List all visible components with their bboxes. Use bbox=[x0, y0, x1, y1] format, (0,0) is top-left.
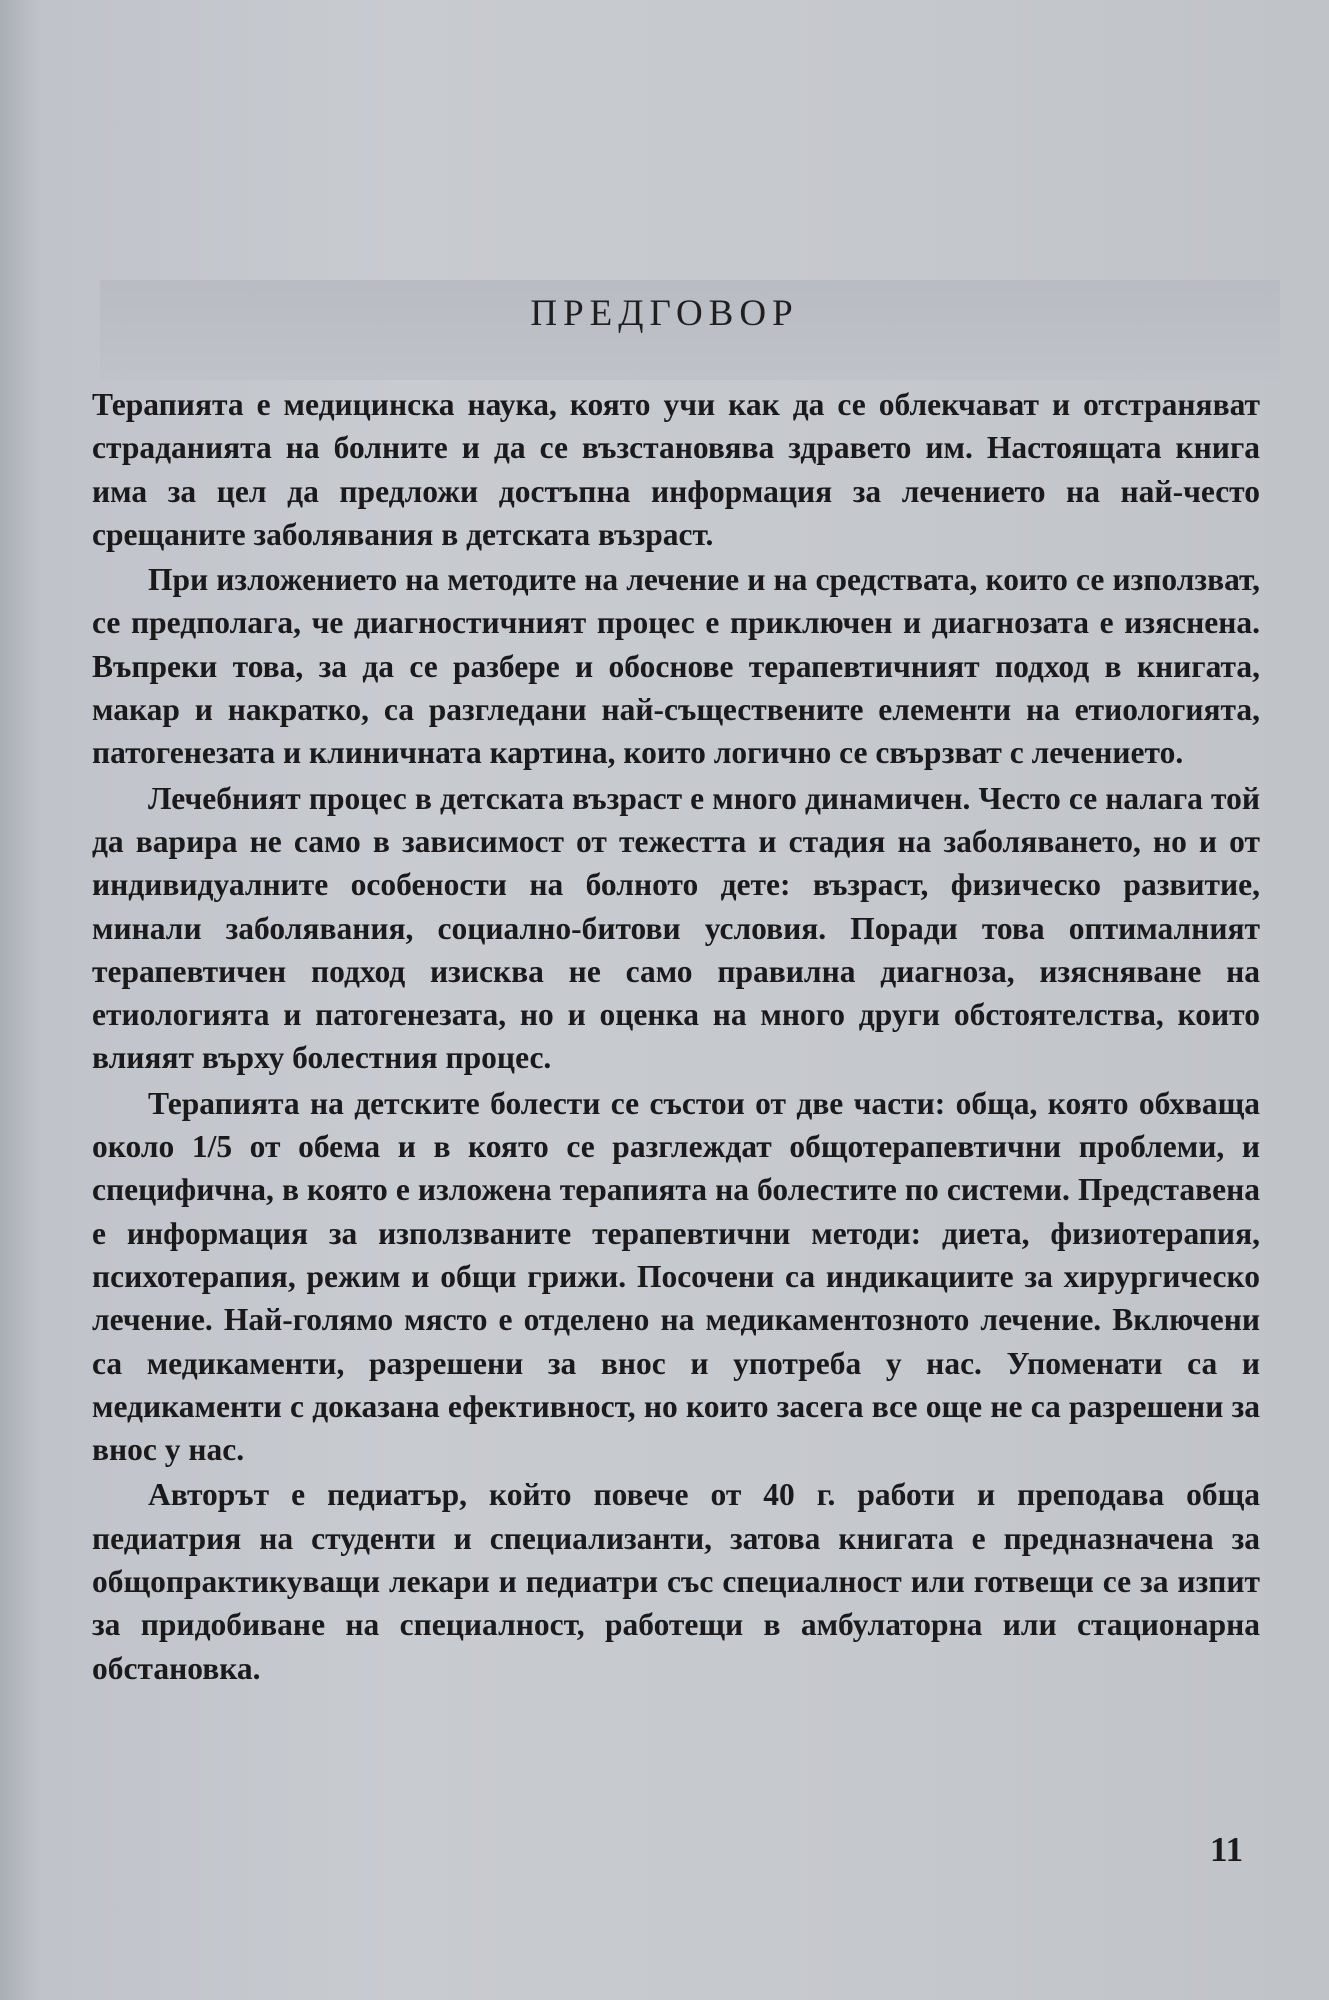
paragraph-2: При изложението на методите на лечение и на средствата, които се използват, се предполага, че диагностичният процес е приключен и диагнозата е изяснена. Въпреки това, за да се разбере и обоснове терапевтичният подход в книгата, макар и накратко, са разгледани най-съществените елементи на етиологията, патогенезата и клиничната картина, които логично се свързват с лечението. bbox=[92, 562, 1260, 771]
page-title: ПРЕДГОВОР bbox=[530, 293, 799, 334]
body-text bbox=[92, 383, 1260, 1692]
paragraph-1: Терапията е медицинска наука, която учи как да се облекчават и отстраняват страданията на болните и да се възстановява здравето им. Настоящата книга има за цел да предложи достъпна информация за лечението на най-често срещаните заболявания в детската възраст. bbox=[92, 387, 1260, 552]
paragraph-4: Терапията на детските болести се състои от две части: обща, която обхваща около 1/5 от обема и в която се разглеждат общотерапевтични проблеми, и специфична, в която е изложена терапията на болестите по системи. Представена е информация за използваните терапевтични методи: диета, физиотерапия, психотерапия, режим и общи грижи. Посочени са индикациите за хирургическо лечение. Най-голямо място е отделено на медикаментозното лечение. Включени са медикаменти, разрешени за внос и употреба у нас. Упоменати са и медикаменти с доказана ефективност, но които засега все още не са разрешени за внос у нас. bbox=[92, 1085, 1260, 1468]
paragraph-5: Авторът е педиатър, който повече от 40 г. работи и преподава обща педиатрия на студенти и специализанти, затова книгата е предназначена за общопрактикуващи лекари и педиатри със специалност или готвещи се за изпит за придобиване на специалност, работещи в амбулаторна или стационарна обстановка. bbox=[92, 1477, 1260, 1686]
paragraph-3: Лечебният процес в детската възраст е много динамичен. Често се налага той да варира не само в зависимост от тежестта и стадия на заболяването, но и от индивидуалните особености на болното дете: възраст, физическо развитие, минали заболявания, социално-битови условия. Поради това оптималният терапевтичен подход изисква не само правилна диагноза, изясняване на етиологията и патогенезата, но и оценка на много други обстоятелства, които влияят върху болестния процес. bbox=[92, 780, 1260, 1076]
page-number: 11 bbox=[1210, 1830, 1244, 1869]
